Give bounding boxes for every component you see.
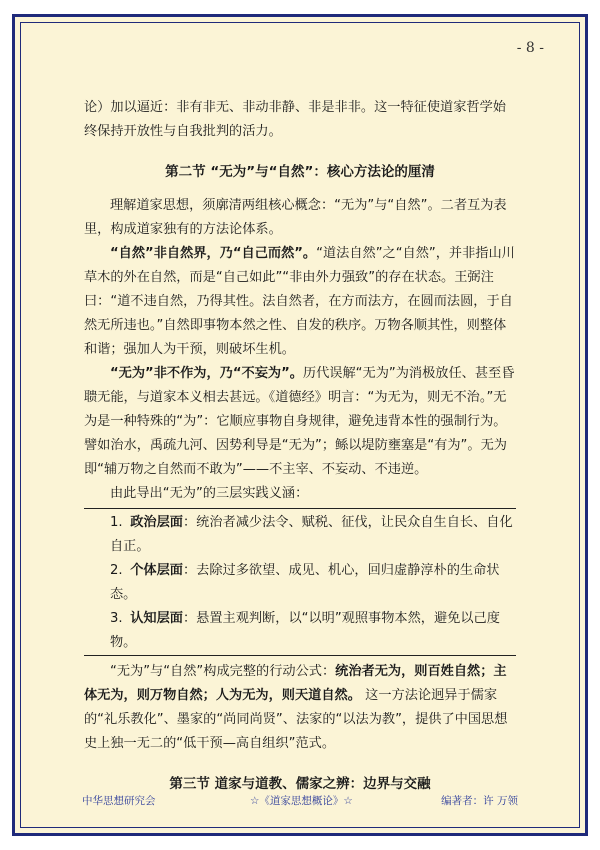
list-item [110,607,516,655]
list-item [110,511,516,559]
list-item-title: 个体层面 [130,563,183,578]
section2-paragraph-1: 理解道家思想，须廓清两组核心概念：“无为”与“自然”。二者互为表里，构成道家独有的方法论体系。 [84,198,507,237]
section3-heading: 第三节 道家与道教、儒家之辨：边界与交融 [169,776,431,792]
wuwei-definition-text: 历代误解“无为”为消极放任、甚至昏聩无能，与道家本义相去甚远。《道德经》明言：“为无为，则无不治。”无为是一种特殊的“为”：它顺应事物自身规律，避免违背本性的强制行为。譬如治水，禹疏九河、因势利导是“无为”；鲧以堤防壅塞是“有为”。无为即“辅万物之自然而不敢为”——不主宰、不妄动、不违逆。 [84,366,515,477]
practice-list-box [84,508,516,656]
page-number: - 8 - [516,40,544,56]
footer-organization: 中华思想研究会 [82,795,156,807]
list-item-text: ：去除过多欲望、成见、机心，回归虚静淳朴的生命状态。 [110,563,500,602]
list-item-number: 2. [110,563,123,578]
ziran-definition-bold: “自然”非自然界，乃“自己而然”。 [110,246,317,261]
formula-bold: 统治者无为，则百姓自然；主体无为，则万物自然；人为无为，则天道自然。 [84,664,507,703]
list-item [110,559,516,607]
formula-lead: “无为”与“自然”构成完整的行动公式： [110,664,336,679]
section2-paragraph-5 [84,660,516,756]
section2-paragraph-3 [84,362,516,482]
section2-heading: 第二节 “无为”与“自然”：核心方法论的厘清 [165,164,435,180]
list-item-number: 1. [110,515,123,530]
list-item-text: ：悬置主观判断，以“以明”观照事物本然，避免以己度物。 [110,611,500,650]
formula-tail: 这一方法论迥异于儒家的“礼乐教化”、墨家的“尚同尚贤”、法家的“以法为教”，提供了中国思想史上独一无二的“低干预—高自组织”范式。 [84,688,508,751]
list-item-number: 3. [110,611,123,626]
list-item-title: 认知层面 [130,611,183,626]
ziran-definition-text: “道法自然”之“自然”，并非指山川草木的外在自然，而是“自己如此”“非由外力强致”的存在状态。王弼注曰：“道不违自然，乃得其性。法自然者，在方而法方，在圆而法圆，于自然无所违也。”自然即事物本然之性、自发的秩序。万物各顺其性，则整体和谐；强加人为干预，则破坏生机。 [84,246,515,357]
list-item-text: ：统治者减少法令、赋税、征伐，让民众自生自长、自化自正。 [110,515,513,554]
document-body [84,96,516,806]
section2-paragraph-4: 由此导出“无为”的三层实践义涵： [110,486,309,501]
practice-list [84,511,516,655]
footer-author: 编著者：许 万领 [441,795,518,807]
intro-paragraph: 论）加以逼近：非有非无、非动非静、非是非非。这一特征使道家哲学始终保持开放性与自我批判的活力。 [84,100,506,139]
wuwei-definition-bold: “无为”非不作为，乃“不妄为”。 [110,366,303,381]
section2-paragraph-2 [84,242,516,362]
footer-book-title: ☆《道家思想概论》☆ [250,795,353,807]
list-item-title: 政治层面 [130,515,183,530]
